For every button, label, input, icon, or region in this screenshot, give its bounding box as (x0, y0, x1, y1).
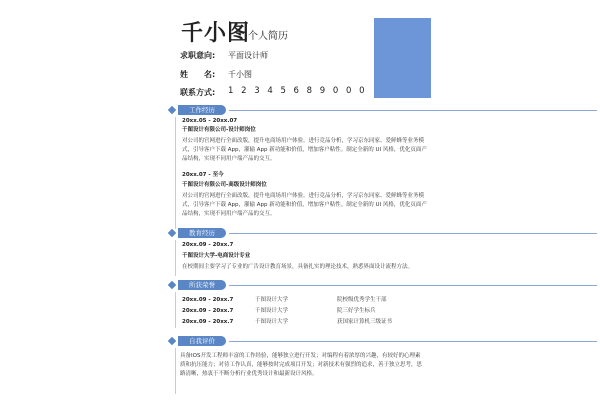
resume-subtitle: 个人简历 (248, 31, 288, 42)
work-2-line-3: 品结构，实现不同用户端产品的交互。 (182, 211, 276, 217)
timeline-line (175, 292, 176, 328)
awards-section-title: 所获荣誉 (178, 280, 226, 290)
work-2-company: 千图设计有限公司-高级设计师岗位 (182, 182, 267, 188)
work-2-date: 20xx.07 - 至今 (182, 172, 224, 178)
education-desc: 在校期间主要学习了专业的广告设计教育场景，具备扎实的理论技术，熟悉界面设计流程方法。 (182, 264, 414, 270)
contact-value: 1 2 3 4 5 6 8 9 0 0 0 (228, 86, 368, 96)
work-1-line-3: 品结构，实现不同用户端产品的交互。 (182, 156, 276, 162)
contact-label: 联系方式: (180, 88, 216, 97)
job-intent-label: 求职意向: (180, 51, 216, 60)
section-divider (229, 233, 597, 234)
timeline-line (175, 240, 176, 276)
work-1-line-1: 对公司的官网进行全面改版，提升电商场用户体验。进行竞品分析，学习京东同家、爱鲜蜂等业务模 (182, 138, 425, 144)
name-label: 姓 名: (180, 70, 216, 79)
name-value: 千小图 (228, 70, 252, 79)
diamond-bullet-icon (168, 229, 176, 237)
work-1-date: 20xx.05 - 20xx.07 (182, 118, 238, 124)
work-section-title: 工作经历 (178, 105, 226, 115)
award-2-name: 院三好学生标兵 (337, 308, 376, 314)
timeline-line (175, 117, 176, 229)
award-1-date: 20xx.09 - 20xx.7 (182, 297, 234, 303)
award-2-org: 千图设计大学 (255, 308, 289, 314)
award-3-name: 获国家计算机三级证书 (337, 319, 393, 325)
education-section-title: 教育经历 (178, 228, 226, 238)
work-2-line-1: 对公司的官网进行全面改版，提升电商场用户体验。进行竞品分析，学习京东同家、爱鲜蜂等业务模 (182, 193, 425, 199)
award-1-org: 千图设计大学 (255, 297, 289, 303)
work-2-line-2: 式，引导客户下载 App，灌输 App 新功能和价值，增加客户粘性。制定全新的 UI 风格，优化页面产 (182, 202, 427, 208)
resume-name: 千小图 (181, 21, 251, 46)
section-divider (229, 341, 597, 342)
section-divider (229, 285, 597, 286)
self-eval-text: 具备IOS开发工程师丰富的工作经验，能够独立进行开发；对编程有着浓厚的兴趣，有较好的心理素质和抗压能力；对待工作认真，能够按时完成项目开发；对新技术有强烈的追求，善于独立思考，思路清晰，热衷于不断分析行业优秀设计和最新设计风格。 (180, 353, 423, 377)
diamond-bullet-icon (168, 337, 176, 345)
self-eval-section-title: 自我评价 (178, 336, 226, 346)
award-1-name: 院校级优秀学生干部 (337, 297, 387, 303)
award-3-date: 20xx.09 - 20xx.7 (182, 319, 234, 325)
education-date: 20xx.09 - 20xx.7 (182, 242, 234, 248)
timeline-line (175, 348, 176, 394)
diamond-bullet-icon (168, 281, 176, 289)
profile-photo-placeholder (374, 18, 431, 98)
award-3-org: 千图设计大学 (255, 319, 289, 325)
work-1-line-2: 式，引导客户下载 App，灌输 App 新功能和价值，增加客户粘性。制定全新的 UI 风格，优化页面产 (182, 147, 427, 153)
award-2-date: 20xx.09 - 20xx.7 (182, 308, 234, 314)
work-1-company: 千图设计有限公司-设计师岗位 (182, 127, 256, 133)
diamond-bullet-icon (168, 106, 176, 114)
job-intent-value: 平面设计师 (228, 51, 268, 60)
education-school: 千图设计大学-电商设计专业 (182, 253, 251, 259)
section-divider (229, 110, 597, 111)
